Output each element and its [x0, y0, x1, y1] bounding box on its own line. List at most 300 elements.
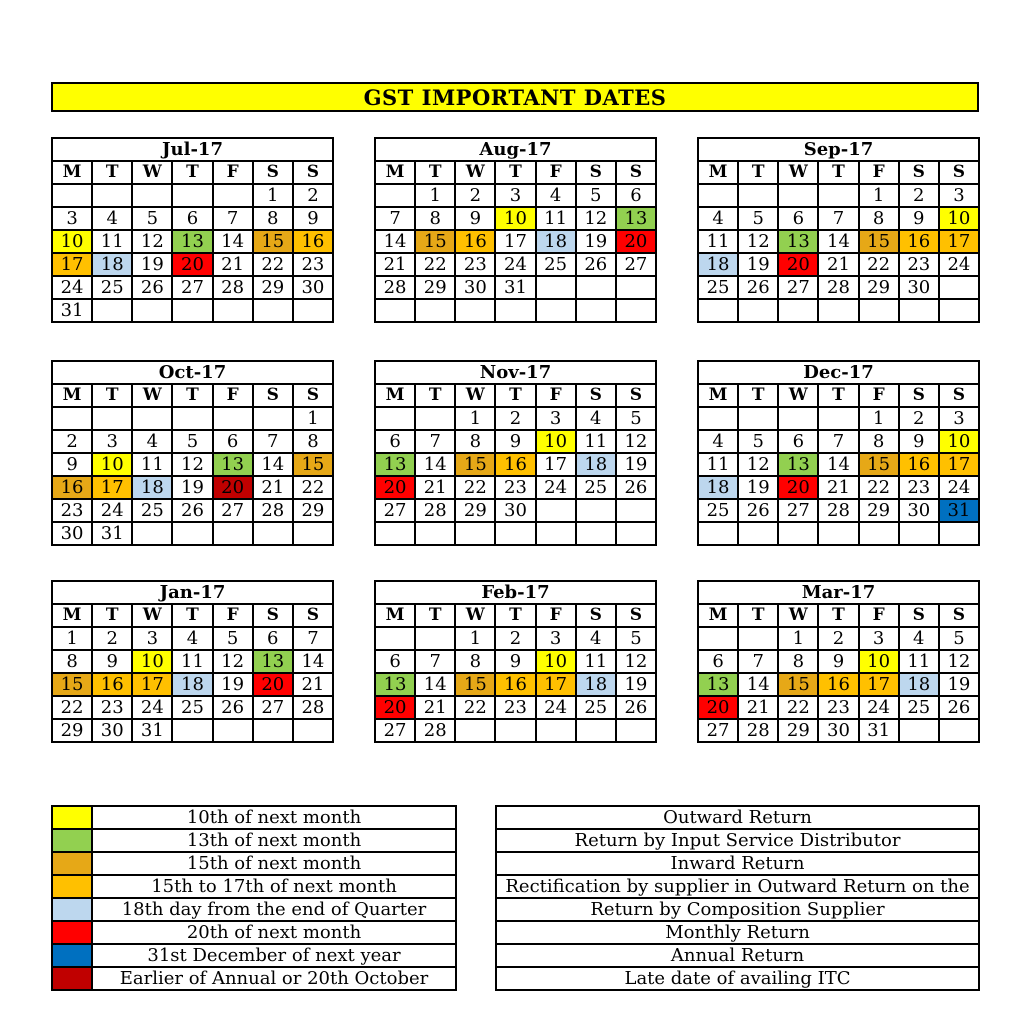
return-type-label: Annual Return [496, 944, 979, 967]
day-cell [132, 184, 172, 207]
month-title: Mar-17 [698, 581, 979, 604]
return-type-label: Rectification by supplier in Outward Return on the [496, 875, 979, 898]
day-cell [172, 522, 212, 545]
day-cell: 16 [293, 230, 333, 253]
day-cell [576, 276, 616, 299]
day-cell [778, 184, 818, 207]
day-cell [213, 522, 253, 545]
day-cell: 24 [536, 696, 576, 719]
month-title: Nov-17 [375, 361, 656, 384]
day-cell [415, 627, 455, 650]
day-cell: 17 [52, 253, 92, 276]
day-cell: 2 [92, 627, 132, 650]
day-cell: 21 [415, 476, 455, 499]
day-cell: 28 [415, 499, 455, 522]
weekday-header: T [495, 604, 535, 627]
day-cell: 16 [495, 673, 535, 696]
weekday-header: M [375, 161, 415, 184]
day-cell: 9 [92, 650, 132, 673]
day-cell: 4 [172, 627, 212, 650]
week-row [375, 430, 656, 453]
day-cell [778, 407, 818, 430]
day-cell: 8 [455, 430, 495, 453]
weekday-header: F [859, 384, 899, 407]
day-cell: 22 [859, 476, 899, 499]
weekday-header: W [778, 161, 818, 184]
day-cell: 14 [293, 650, 333, 673]
day-cell [698, 299, 738, 322]
color-swatch [52, 829, 92, 852]
day-cell: 31 [495, 276, 535, 299]
color-legend [51, 805, 457, 991]
weekday-header: S [939, 384, 979, 407]
month-title: Sep-17 [698, 138, 979, 161]
weekday-header: S [899, 384, 939, 407]
day-cell: 24 [92, 499, 132, 522]
day-cell: 18 [698, 476, 738, 499]
day-cell: 12 [738, 230, 778, 253]
day-cell: 3 [939, 184, 979, 207]
day-cell: 6 [616, 184, 656, 207]
day-cell: 27 [778, 276, 818, 299]
day-cell: 5 [616, 407, 656, 430]
weekday-header: F [213, 604, 253, 627]
day-cell: 28 [738, 719, 778, 742]
month-calendar [51, 137, 334, 323]
day-cell [415, 299, 455, 322]
day-cell: 8 [253, 207, 293, 230]
day-cell: 22 [415, 253, 455, 276]
day-cell: 26 [132, 276, 172, 299]
day-cell: 3 [52, 207, 92, 230]
day-cell: 19 [738, 476, 778, 499]
day-cell: 5 [172, 430, 212, 453]
day-cell [415, 407, 455, 430]
day-cell [939, 276, 979, 299]
day-cell: 7 [415, 650, 455, 673]
day-cell: 26 [939, 696, 979, 719]
month-title: Aug-17 [375, 138, 656, 161]
legend-row [496, 806, 979, 829]
day-cell: 26 [616, 696, 656, 719]
day-cell: 8 [293, 430, 333, 453]
day-cell: 13 [375, 673, 415, 696]
day-cell: 15 [455, 453, 495, 476]
day-cell: 1 [455, 407, 495, 430]
day-cell: 5 [738, 207, 778, 230]
day-cell [939, 299, 979, 322]
color-swatch [52, 944, 92, 967]
day-cell: 5 [213, 627, 253, 650]
day-cell: 3 [939, 407, 979, 430]
week-row [375, 696, 656, 719]
day-cell: 23 [455, 253, 495, 276]
day-cell: 6 [253, 627, 293, 650]
day-cell: 29 [778, 719, 818, 742]
day-cell: 30 [899, 499, 939, 522]
color-swatch [52, 898, 92, 921]
day-cell [455, 299, 495, 322]
day-cell: 4 [576, 627, 616, 650]
day-cell: 16 [455, 230, 495, 253]
week-row [375, 673, 656, 696]
legend-row [52, 898, 456, 921]
return-type-label: Outward Return [496, 806, 979, 829]
day-cell: 23 [899, 253, 939, 276]
day-cell: 14 [253, 453, 293, 476]
day-cell: 24 [939, 253, 979, 276]
day-cell: 7 [818, 430, 858, 453]
week-row [52, 476, 333, 499]
day-cell [495, 299, 535, 322]
day-cell: 30 [899, 276, 939, 299]
legend-label: 20th of next month [92, 921, 456, 944]
legend-label: 31st December of next year [92, 944, 456, 967]
day-cell: 20 [698, 696, 738, 719]
day-cell: 28 [818, 499, 858, 522]
day-cell [859, 299, 899, 322]
day-cell [738, 407, 778, 430]
legend-row [496, 852, 979, 875]
day-cell: 17 [92, 476, 132, 499]
day-cell: 1 [778, 627, 818, 650]
day-cell: 14 [213, 230, 253, 253]
week-row [375, 184, 656, 207]
color-swatch [52, 967, 92, 990]
weekday-header: T [415, 604, 455, 627]
day-cell: 18 [899, 673, 939, 696]
color-swatch [52, 921, 92, 944]
day-cell [253, 522, 293, 545]
day-cell: 29 [859, 276, 899, 299]
week-row [698, 627, 979, 650]
day-cell: 4 [536, 184, 576, 207]
day-cell [455, 719, 495, 742]
day-cell [899, 719, 939, 742]
day-cell: 10 [859, 650, 899, 673]
day-cell [859, 522, 899, 545]
color-swatch [52, 852, 92, 875]
day-cell: 3 [536, 407, 576, 430]
day-cell [778, 299, 818, 322]
day-cell [616, 299, 656, 322]
legend-row [496, 875, 979, 898]
color-swatch [52, 806, 92, 829]
day-cell: 2 [899, 184, 939, 207]
legend-label: 13th of next month [92, 829, 456, 852]
legend-row [496, 898, 979, 921]
week-row [698, 253, 979, 276]
legend-row [496, 944, 979, 967]
weekday-header: F [213, 384, 253, 407]
day-cell [172, 299, 212, 322]
day-cell [818, 522, 858, 545]
weekday-header: T [818, 161, 858, 184]
day-cell: 24 [536, 476, 576, 499]
month-calendar [697, 137, 980, 323]
day-cell: 12 [576, 207, 616, 230]
day-cell [92, 184, 132, 207]
day-cell: 25 [899, 696, 939, 719]
day-cell: 28 [253, 499, 293, 522]
day-cell: 22 [293, 476, 333, 499]
day-cell: 25 [576, 476, 616, 499]
day-cell: 13 [213, 453, 253, 476]
weekday-header: W [132, 161, 172, 184]
day-cell: 12 [132, 230, 172, 253]
week-row [698, 430, 979, 453]
weekday-header: T [495, 161, 535, 184]
day-cell: 4 [576, 407, 616, 430]
weekday-header: T [92, 604, 132, 627]
weekday-header: S [899, 604, 939, 627]
week-row [52, 499, 333, 522]
week-row [52, 299, 333, 322]
day-cell: 29 [455, 499, 495, 522]
day-cell: 21 [293, 673, 333, 696]
day-cell: 11 [92, 230, 132, 253]
weekday-header: T [172, 161, 212, 184]
day-cell: 31 [859, 719, 899, 742]
day-cell: 9 [495, 430, 535, 453]
day-cell: 16 [899, 453, 939, 476]
day-cell: 9 [899, 207, 939, 230]
day-cell: 30 [818, 719, 858, 742]
day-cell [576, 719, 616, 742]
weekday-header: S [253, 384, 293, 407]
day-cell [738, 522, 778, 545]
day-cell: 14 [818, 453, 858, 476]
day-cell: 22 [859, 253, 899, 276]
day-cell: 19 [616, 673, 656, 696]
legend-row [496, 829, 979, 852]
day-cell [738, 627, 778, 650]
day-cell: 2 [455, 184, 495, 207]
weekday-header: F [536, 384, 576, 407]
day-cell: 15 [253, 230, 293, 253]
day-cell [576, 522, 616, 545]
week-row [698, 299, 979, 322]
day-cell: 16 [899, 230, 939, 253]
day-cell [536, 499, 576, 522]
day-cell: 9 [455, 207, 495, 230]
weekday-header: S [293, 161, 333, 184]
day-cell: 18 [172, 673, 212, 696]
day-cell: 4 [698, 430, 738, 453]
day-cell: 8 [415, 207, 455, 230]
day-cell: 7 [375, 207, 415, 230]
day-cell [213, 184, 253, 207]
day-cell: 10 [52, 230, 92, 253]
day-cell: 10 [536, 430, 576, 453]
day-cell: 21 [738, 696, 778, 719]
day-cell: 7 [293, 627, 333, 650]
weekday-header: S [253, 604, 293, 627]
weekday-header: M [375, 604, 415, 627]
day-cell: 27 [616, 253, 656, 276]
day-cell: 8 [859, 430, 899, 453]
day-cell [253, 299, 293, 322]
day-cell: 11 [698, 230, 738, 253]
day-cell: 18 [132, 476, 172, 499]
day-cell: 12 [939, 650, 979, 673]
weekday-header: F [536, 604, 576, 627]
day-cell: 24 [52, 276, 92, 299]
day-cell: 13 [375, 453, 415, 476]
weekday-header: S [939, 604, 979, 627]
day-cell: 16 [818, 673, 858, 696]
week-row [52, 253, 333, 276]
return-type-label: Return by Composition Supplier [496, 898, 979, 921]
day-cell [818, 299, 858, 322]
week-row [375, 207, 656, 230]
day-cell [738, 184, 778, 207]
month-calendar [374, 137, 657, 323]
weekday-header: T [738, 604, 778, 627]
day-cell: 15 [415, 230, 455, 253]
day-cell: 14 [415, 453, 455, 476]
day-cell: 18 [576, 673, 616, 696]
day-cell: 6 [778, 430, 818, 453]
day-cell [92, 407, 132, 430]
weekday-header: S [576, 604, 616, 627]
day-cell [899, 522, 939, 545]
week-row [698, 696, 979, 719]
day-cell: 7 [818, 207, 858, 230]
week-row [698, 230, 979, 253]
weekday-header: M [52, 604, 92, 627]
weekday-header: M [698, 384, 738, 407]
legend-row [496, 921, 979, 944]
day-cell: 3 [536, 627, 576, 650]
month-title: Jan-17 [52, 581, 333, 604]
week-row [375, 230, 656, 253]
week-row [698, 673, 979, 696]
day-cell [616, 499, 656, 522]
day-cell: 2 [52, 430, 92, 453]
weekday-header: W [455, 604, 495, 627]
week-row [698, 650, 979, 673]
week-row [375, 453, 656, 476]
day-cell: 31 [132, 719, 172, 742]
day-cell: 11 [899, 650, 939, 673]
day-cell: 29 [859, 499, 899, 522]
legend-row [52, 806, 456, 829]
day-cell: 8 [778, 650, 818, 673]
weekday-header: S [616, 384, 656, 407]
day-cell: 3 [92, 430, 132, 453]
day-cell: 4 [132, 430, 172, 453]
day-cell: 30 [293, 276, 333, 299]
day-cell: 29 [52, 719, 92, 742]
legend-row [52, 852, 456, 875]
day-cell: 18 [576, 453, 616, 476]
weekday-header: M [698, 161, 738, 184]
legend-row [52, 967, 456, 990]
day-cell [536, 522, 576, 545]
weekday-header: W [132, 604, 172, 627]
day-cell: 9 [899, 430, 939, 453]
day-cell: 17 [495, 230, 535, 253]
day-cell: 23 [52, 499, 92, 522]
day-cell: 11 [536, 207, 576, 230]
week-row [52, 430, 333, 453]
day-cell: 26 [738, 499, 778, 522]
day-cell [455, 522, 495, 545]
day-cell [778, 522, 818, 545]
day-cell: 17 [939, 453, 979, 476]
day-cell: 13 [778, 453, 818, 476]
week-row [52, 696, 333, 719]
day-cell [939, 719, 979, 742]
day-cell [172, 719, 212, 742]
day-cell [495, 522, 535, 545]
legend-label: Earlier of Annual or 20th October [92, 967, 456, 990]
day-cell: 23 [293, 253, 333, 276]
day-cell: 20 [375, 476, 415, 499]
day-cell: 12 [616, 430, 656, 453]
day-cell [52, 184, 92, 207]
day-cell: 14 [738, 673, 778, 696]
weekday-header: T [415, 161, 455, 184]
day-cell [698, 184, 738, 207]
day-cell [375, 184, 415, 207]
day-cell: 21 [415, 696, 455, 719]
page-title: GST IMPORTANT DATES [51, 82, 979, 112]
day-cell: 28 [213, 276, 253, 299]
month-calendar [51, 580, 334, 743]
day-cell: 20 [778, 253, 818, 276]
day-cell: 15 [293, 453, 333, 476]
return-type-legend [495, 805, 980, 991]
weekday-header: M [52, 384, 92, 407]
month-calendar [374, 360, 657, 546]
week-row [698, 184, 979, 207]
day-cell: 10 [495, 207, 535, 230]
weekday-header: W [778, 604, 818, 627]
month-title: Dec-17 [698, 361, 979, 384]
day-cell: 13 [253, 650, 293, 673]
day-cell: 25 [536, 253, 576, 276]
day-cell [616, 276, 656, 299]
week-row [375, 650, 656, 673]
day-cell [375, 407, 415, 430]
day-cell: 23 [818, 696, 858, 719]
day-cell: 12 [213, 650, 253, 673]
day-cell: 4 [92, 207, 132, 230]
week-row [52, 719, 333, 742]
day-cell: 17 [536, 673, 576, 696]
weekday-header: S [576, 161, 616, 184]
legend-row [52, 944, 456, 967]
return-type-label: Late date of availing ITC [496, 967, 979, 990]
weekday-header: T [172, 604, 212, 627]
day-cell: 27 [375, 719, 415, 742]
weekday-header: T [818, 384, 858, 407]
week-row [52, 522, 333, 545]
day-cell: 9 [293, 207, 333, 230]
day-cell: 21 [818, 253, 858, 276]
day-cell: 13 [172, 230, 212, 253]
color-swatch [52, 875, 92, 898]
month-title: Jul-17 [52, 138, 333, 161]
day-cell [213, 719, 253, 742]
day-cell [132, 299, 172, 322]
day-cell: 2 [495, 407, 535, 430]
day-cell: 15 [859, 230, 899, 253]
week-row [375, 499, 656, 522]
weekday-header: T [738, 161, 778, 184]
